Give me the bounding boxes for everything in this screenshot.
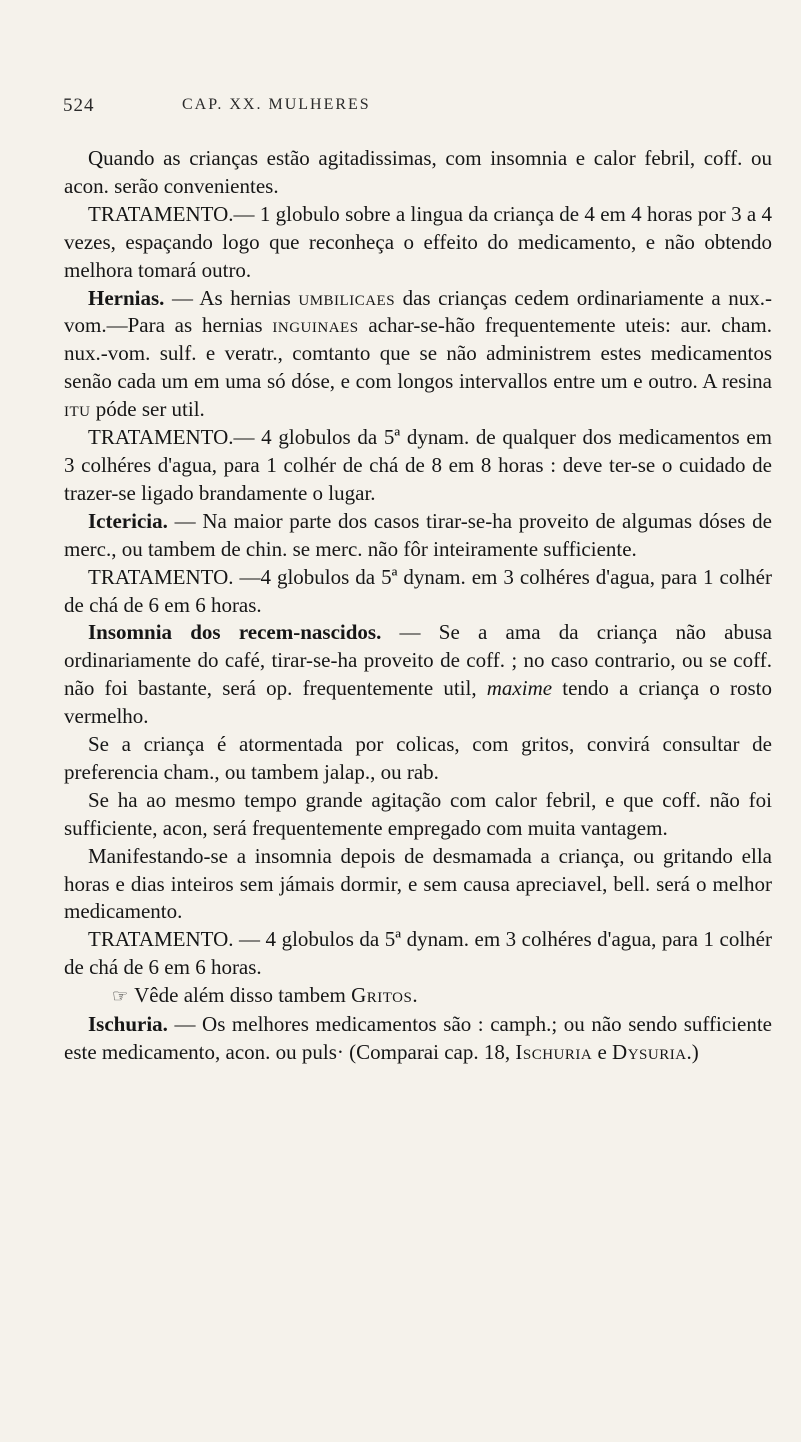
paragraph-treatment-1 [64,201,772,285]
paragraph-text: .) [686,1040,699,1064]
cross-reference: Dysuria [612,1040,687,1064]
pointing-hand-icon: ☞ [112,986,129,1007]
cross-reference: Gritos [351,983,413,1008]
paragraph-text: das crianças cedem ordinariamente a nux.-vom.—Para as hernias [64,285,772,338]
smallcaps-term: umbilicaes [298,285,396,310]
paragraph-ictericia [64,508,772,564]
paragraph-text: — 1 globulo sobre a lingua da criança de 4 em 4 horas por 3 a 4 vezes, espaçando logo que reconheça o effeito do medicamento, e não obtendo melhora tomará outro. [64,201,772,282]
paragraph-text: e [592,1040,613,1064]
body-text [64,145,772,1067]
paragraph-agitation [64,145,772,201]
paragraph-text: Vêde além disso tambem [134,983,352,1008]
paragraph-colics [64,731,772,787]
paragraph-text: Manifestando-se a insomnia depois de desmamada a criança, ou gritando ella horas e dias inteiros sem jámais dormir, e sem causa apreciavel, bell. será o melhor medicamento. [64,843,772,924]
section-heading-ischuria: Ischuria. [88,1012,168,1037]
treatment-label: TRATAMENTO. [88,564,234,589]
smallcaps-term: itu [64,397,91,422]
treatment-label: TRATAMENTO. [88,425,234,450]
paragraph-treatment-4 [64,926,772,982]
paragraph-text: . [412,983,418,1008]
section-heading-hernias: Hernias. [88,285,165,310]
running-head: CAP. XX. MULHERES [182,96,371,113]
section-heading-ictericia: Ictericia. [88,508,168,533]
paragraph-text: Se ha ao mesmo tempo grande agitação com calor febril, e que coff. não foi sufficiente, acon, será frequentemente empregado com muita vantagem. [64,787,772,840]
paragraph-text: — As hernias [164,285,299,310]
paragraph-text: Quando as crianças estão agitadissimas, com insomnia e calor febril, coff. ou acon. serão convenientes. [64,146,772,198]
page-number: 524 [63,95,95,116]
paragraph-text: achar-se-hão frequentemente uteis: aur. cham. nux.-vom. sulf. e veratr., comtanto que se não administrem estes medicamentos senão cada um em uma só dóse, e com longos intervallos entre um e outro. A resina [64,313,772,394]
paragraph-text: tendo a criança o rosto vermelho. [64,676,772,729]
paragraph-insomnia [64,619,772,731]
paragraph-weaning [64,843,772,927]
section-heading-insomnia: Insomnia dos recem-nascidos. [88,620,382,645]
paragraph-agitation-fever [64,787,772,843]
paragraph-text: — 4 globulos da 5ª dynam. de qualquer dos medicamentos em 3 colhéres d'agua, para 1 colhér de chá de 8 em 8 horas : deve ter-se o cuidado de trazer-se ligado brandamente o lugar. [64,425,772,505]
smallcaps-term: inguinaes [272,313,359,338]
page-header [63,95,763,121]
paragraph-hernias [64,285,772,425]
paragraph-see-also [64,982,772,1011]
paragraph-text: — 4 globulos da 5ª dynam. em 3 colhéres d'agua, para 1 colhér de chá de 6 em 6 horas. [64,927,772,980]
paragraph-treatment-3 [64,564,772,620]
paragraph-text: — Se a ama da criança não abusa ordinariamente do café, tirar-se-ha proveito de coff. ; no caso contrario, ou se coff. não foi bastante, será op. frequentemente util, [64,620,772,701]
cross-reference: Ischuria [515,1040,593,1064]
paragraph-ischuria [64,1011,772,1067]
paragraph-text: — Na maior parte dos casos tirar-se-ha proveito de algumas dóses de merc., ou tambem de chin. se merc. não fôr inteiramente sufficiente. [64,508,772,561]
paragraph-text: —4 globulos da 5ª dynam. em 3 colhéres d'agua, para 1 colhér de chá de 6 em 6 horas. [64,564,772,617]
italic-term: maxime [486,676,553,701]
paragraph-treatment-2 [64,424,772,508]
paragraph-text: Se a criança é atormentada por colicas, com gritos, convirá consultar de preferencia cham., ou tambem jalap., ou rab. [64,732,772,784]
paragraph-text: póde ser util. [90,397,205,422]
treatment-label: TRATAMENTO. [88,201,234,226]
treatment-label: TRATAMENTO. [88,927,234,952]
paragraph-text: — Os melhores medicamentos são : camph.; ou não sendo sufficiente este medicamento, acon. ou puls· (Comparai cap. 18, [64,1012,772,1064]
